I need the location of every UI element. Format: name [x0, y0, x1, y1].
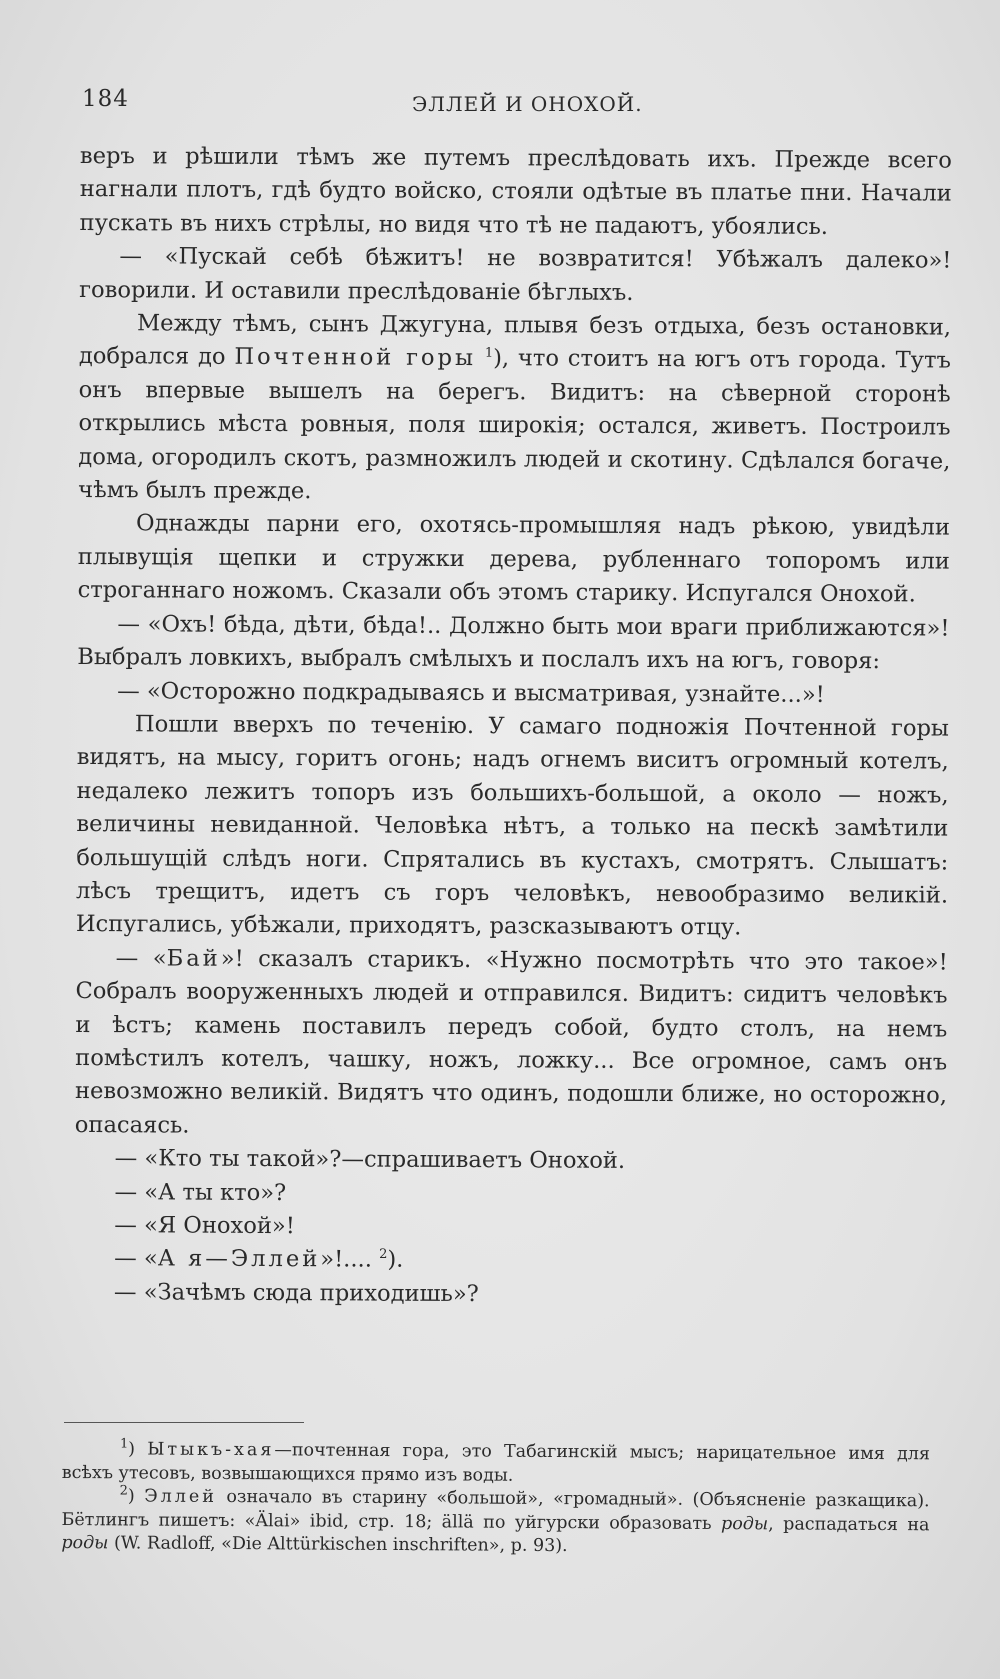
- dialogue-line: — «Я Онохой»!: [114, 1212, 295, 1240]
- dialogue-line: — «Пускай себѣ бѣжитъ! не возвратится! Убѣжалъ далеко»! говорили. И оставили преслѣдованіе бѣглыхъ.: [79, 243, 952, 306]
- footnote-ref: 1: [484, 346, 494, 362]
- dialogue-line: — «Охъ! бѣда, дѣти, бѣда!.. Должно быть мои враги приближаются»! Выбралъ ловкихъ, выбралъ смѣлыхъ и послалъ ихъ на югъ, говоря:: [77, 610, 950, 675]
- spaced-term: Эллей: [144, 1486, 217, 1507]
- paragraph: Пошли вверхъ по теченію. У самаго подножія Почтенной горы видятъ, на мысу, горитъ огонь; надъ огнемъ виситъ огромный котелъ, недалеко лежитъ топоръ изъ большихъ-большой, а около — ножъ, величины невиданной. Человѣка нѣтъ, а только на пескѣ замѣтили большущій слѣдъ ноги. Спрятались въ кустахъ, смотрятъ. Слышатъ: лѣсъ трещитъ, идетъ съ горъ человѣкъ, невообразимо великій. Испугались, убѣжали, приходятъ, разсказываютъ отцу.: [75, 711, 949, 941]
- dialogue-line: — «А я—Эллей»!.... $^2$).: [114, 1245, 404, 1274]
- footnotes: [61, 1438, 930, 1561]
- spaced-term: Бай: [166, 945, 221, 972]
- footnote-mark: 2: [119, 1483, 129, 1499]
- dialogue-line: — «Кто ты такой»?—спрашиваетъ Онохой.: [114, 1145, 626, 1175]
- italic-term: роды: [61, 1532, 109, 1554]
- footnote-divider: [64, 1422, 304, 1423]
- main-text: [74, 140, 952, 1314]
- paragraph: веръ и рѣшили тѣмъ же путемъ преслѣдовать ихъ. Прежде всего нагнали плотъ, гдѣ будто войско, стояли одѣтые въ платье пни. Начали пускать въ нихъ стрѣлы, но видя что тѣ не падаютъ, убоялись.: [79, 142, 952, 240]
- spaced-term: Почтенной горы: [234, 344, 477, 372]
- page-number: 184: [82, 86, 129, 112]
- spaced-term: А я—Эллей: [157, 1245, 321, 1273]
- dialogue-line: — «Осторожно подкрадываясь и высматривая, узнайте...»!: [117, 677, 825, 708]
- footnote-2: $^2$) Эллей означало въ старину «большой», «громадный». (Объясненіе разкащика). Бётлингъ пишетъ: «Älai» ibid, стр. 18; ällä по уйгурски образовать роды, распадаться на роды (W. Radloff, «Die Alttürkischen inschriften», p. 93).: [61, 1483, 930, 1557]
- dialogue-line: — «Бай»! сказалъ старикъ. «Нужно посмотрѣть что это такое»! Собралъ вооруженныхъ людей и отправился. Видитъ: сидитъ человѣкъ и ѣстъ; камень поставилъ передъ собой, будто столъ, на немъ помѣстилъ котелъ, чашку, ножъ, ложку... Все огромное, самъ онъ невозможно великій. Видятъ что одинъ, подошли ближе, но осторожно, опасаясь.: [74, 944, 948, 1139]
- paragraph: Однажды парни его, охотясь-промышляя надъ рѣкою, увидѣли плывущія щепки и стружки дерева, рубленнаго топоромъ или строганнаго ножомъ. Сказали объ этомъ старику. Испугался Онохой.: [77, 510, 951, 608]
- spaced-term: Ытыкъ-хая: [147, 1439, 275, 1461]
- italic-term: роды: [721, 1513, 769, 1534]
- running-title: ЭЛЛЕЙ И ОНОХОЙ.: [412, 92, 643, 116]
- page-header: [82, 86, 940, 126]
- footnote-ref: 2: [379, 1247, 388, 1263]
- dialogue-line: — «Зачѣмъ сюда приходишь»?: [113, 1279, 479, 1307]
- paragraph: Между тѣмъ, сынъ Джугуна, плывя безъ отдыха, безъ остановки, добрался до Почтенной горы $^1$), что стоитъ на югъ отъ города. Тутъ онъ впервые вышелъ на берегъ. Видитъ: на сѣверной сторонѣ открылись мѣста ровныя, поля широкія; остался, живетъ. Построилъ дома, огородилъ скотъ, размножилъ людей и скотину. Сдѣлался богаче, чѣмъ былъ прежде.: [78, 310, 952, 505]
- footnote-1: $^1$) Ытыкъ-хая—почтенная гора, это Табагинскій мысъ; нарицательное имя для всѣхъ утесовъ, возвышающихся прямо изъ воды.: [61, 1436, 930, 1486]
- footnote-mark: 1: [119, 1436, 129, 1452]
- dialogue-line: — «А ты кто»?: [114, 1178, 287, 1206]
